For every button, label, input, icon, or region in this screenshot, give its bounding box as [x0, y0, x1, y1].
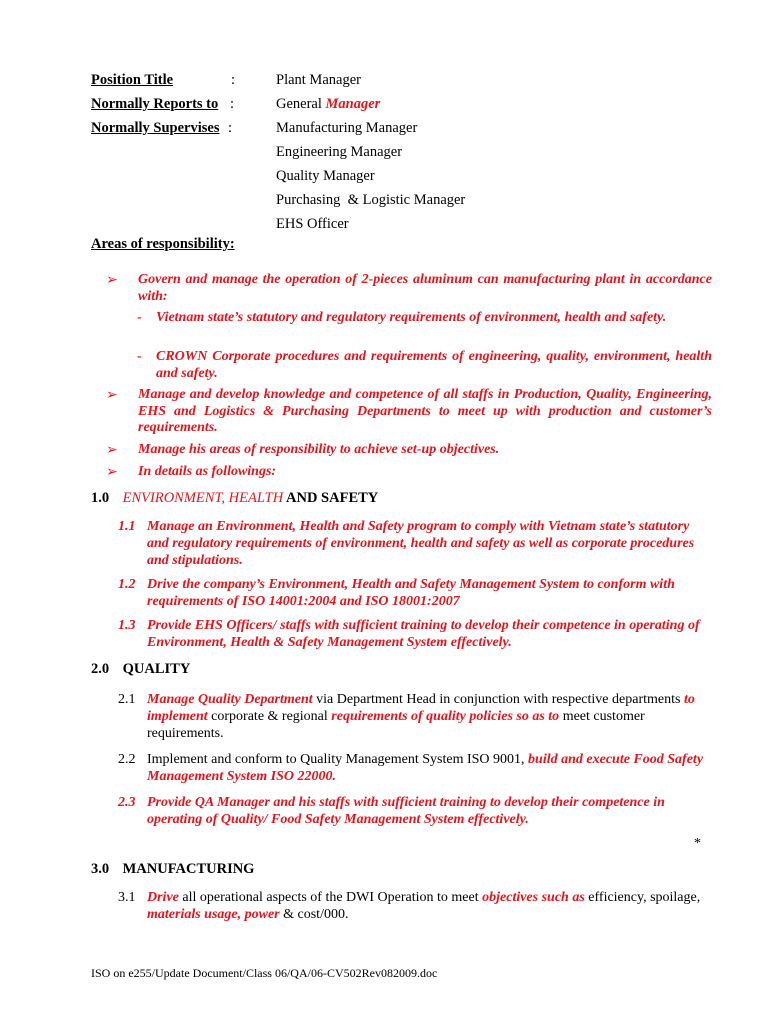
reports-to-row	[91, 95, 381, 113]
position-title-value: Plant Manager	[276, 72, 361, 88]
text-run: all operational aspects of the DWI Operation to meet	[178, 890, 483, 905]
footer-file-path: ISO on e255/Update Document/Class 06/QA/06-CV502Rev082009.doc	[91, 966, 438, 980]
section-number: 2.0	[91, 661, 110, 677]
responsibility-sub-vietnam: Vietnam state’s statutory and regulatory requirements of environment, health and safety.	[156, 310, 667, 325]
bullet-arrow-icon: ➢	[106, 465, 118, 480]
manufacturing-item-drive	[147, 889, 707, 923]
dash-icon: -	[137, 349, 142, 364]
text-run: Drive	[147, 890, 179, 905]
bullet-arrow-icon: ➢	[106, 388, 118, 403]
areas-heading: Areas of responsibility:	[91, 236, 235, 252]
section-title-ehs-red: ENVIRONMENT, HEALTH	[122, 490, 284, 506]
ehs-item: Drive the company’s Environment, Health and Safety Management System to conform with requirements of ISO 14001:2004 and ISO 18001:2007	[147, 577, 675, 609]
supervises-colon: :	[228, 120, 233, 136]
item-number: 1.3	[118, 618, 136, 633]
quality-item-iso	[147, 751, 707, 785]
quality-item-training: Provide QA Manager and his staffs with sufficient training to develop their competence in operating of Quality/ Food Safety Management System effectively.	[147, 795, 665, 827]
supervises-item: Manufacturing Manager	[276, 120, 418, 136]
text-run: objectives such as	[482, 890, 585, 905]
ehs-item: Provide EHS Officers/ staffs with sufficient training to develop their competence in operating of Environment, Health & Safety Management System effectively.	[147, 618, 700, 650]
reports-to-value-general: General	[276, 96, 322, 112]
asterisk-mark: *	[694, 836, 701, 851]
reports-to-value-manager: Manager	[325, 96, 381, 112]
text-run: to implement	[147, 692, 695, 724]
text-run: materials usage, power	[147, 907, 280, 922]
item-number: 1.2	[118, 577, 136, 592]
text-run: meet customer requirements.	[147, 709, 645, 741]
section-number: 1.0	[91, 490, 110, 506]
supervises-label: Normally Supervises	[91, 120, 220, 136]
item-number: 2.3	[118, 795, 136, 810]
quality-item-manage	[147, 691, 707, 742]
section-number: 3.0	[91, 861, 110, 877]
section-title-manufacturing: MANUFACTURING	[122, 861, 255, 877]
item-number: 2.2	[118, 752, 136, 767]
text-run: & cost/000.	[279, 907, 349, 922]
text-run: via Department Head in conjunction with respective departments	[312, 692, 684, 707]
text-run: Manage Quality Department	[147, 692, 313, 707]
responsibility-details: In details as followings:	[138, 464, 277, 479]
responsibility-govern: Govern and manage the operation of 2-pieces aluminum can manufacturing plant in accordance with:	[138, 272, 712, 304]
item-number: 2.1	[118, 692, 136, 707]
section-title-quality: QUALITY	[122, 661, 191, 677]
responsibility-areas: Manage his areas of responsibility to achieve set-up objectives.	[138, 442, 500, 457]
bullet-arrow-icon: ➢	[106, 273, 118, 288]
text-run: build and execute Food Safety Management System ISO 22000.	[147, 752, 704, 784]
position-title-row	[91, 71, 361, 89]
supervises-item: Engineering Manager	[276, 144, 403, 160]
position-title-colon: :	[231, 72, 236, 88]
reports-to-label: Normally Reports to	[91, 96, 219, 112]
ehs-item: Manage an Environment, Health and Safety program to comply with Vietnam state’s statutory and regulatory requirements of environment, health and safety as well as corporate procedures and stipulations.	[147, 519, 695, 568]
section-title-ehs-black: AND SAFETY	[283, 490, 379, 506]
section-heading-quality	[91, 661, 190, 678]
text-run: corporate & regional	[207, 709, 332, 724]
reports-to-colon: :	[230, 96, 235, 112]
dash-icon: -	[137, 310, 142, 325]
reports-to-value	[276, 95, 380, 113]
text-run: requirements of quality policies so as to	[331, 709, 560, 724]
section-heading-ehs	[91, 490, 378, 507]
text-run: Implement and conform to Quality Management System ISO 9001,	[147, 752, 529, 767]
responsibility-sub-crown: CROWN Corporate procedures and requirements of engineering, quality, environment, health and safety.	[156, 349, 712, 381]
supervises-item: EHS Officer	[276, 216, 349, 232]
text-run: efficiency, spoilage,	[584, 890, 701, 905]
supervises-item: Quality Manager	[276, 168, 375, 184]
section-heading-manufacturing	[91, 861, 254, 878]
item-number: 3.1	[118, 890, 136, 905]
bullet-arrow-icon: ➢	[106, 443, 118, 458]
item-number: 1.1	[118, 519, 136, 534]
responsibility-develop: Manage and develop knowledge and competence of all staffs in Production, Quality, Engineering, EHS and Logistics & Purchasing Departments to meet up with production and customer’s requirements.	[138, 387, 712, 435]
supervises-row	[91, 119, 418, 137]
position-title-label: Position Title	[91, 72, 174, 88]
supervises-item: Purchasing & Logistic Manager	[276, 192, 466, 208]
